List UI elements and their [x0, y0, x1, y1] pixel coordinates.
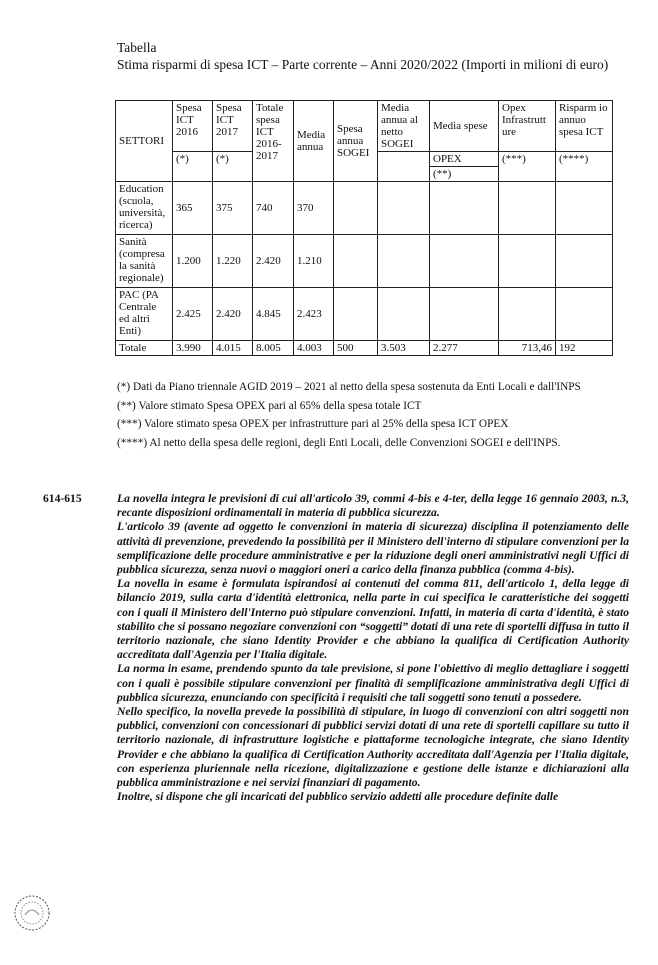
mark-netto-empty	[378, 152, 430, 182]
mark-opex: OPEX	[430, 152, 498, 167]
cell-netto	[378, 182, 430, 235]
mark-risparmio: (****)	[556, 152, 613, 182]
mark-opex-infra: (***)	[499, 152, 556, 182]
table-row-total	[116, 341, 613, 356]
cell-risparmio	[556, 235, 613, 288]
cell-netto: 3.503	[378, 341, 430, 356]
cell-media-spese	[430, 235, 499, 288]
paragraph: La novella in esame è formulata ispirandosi ai contenuti del comma 811, dell'articolo 1, della legge di bilancio 2019, sulla carta d'identità elettronica, nella parte in cui specifica le caratteristiche dei soggetti con i quali il Ministero dell'Interno può stipulare convenzioni. Infatti, in materia di carta d'identità, è stato stabilito che si possano negoziare convenzioni con “soggetti” dotati di una rete di sportelli diffusa in tutto il territorio nazionale, che siano Identity Provider e che abbiano la qualifica di Certification Authority accreditata dall'Agenzia per l'Italia digitale.	[117, 577, 629, 662]
paragraph: La norma in esame, prendendo spunto da tale previsione, si pone l'obiettivo di meglio dettagliare i soggetti con i quali è possibile stipulare convenzioni per finalità di semplificazione amministrativa degli Uffici di pubblica sicurezza, enunciando con specificità i requisiti che tali soggetti sono tenuti a possedere.	[117, 662, 629, 704]
cell-netto	[378, 235, 430, 288]
table-title: Tabella	[117, 40, 157, 55]
cell-risparmio	[556, 182, 613, 235]
cell-totale: 4.845	[253, 288, 294, 341]
note-1: (*) Dati da Piano triennale AGID 2019 – 2021 al netto della spesa sostenuta da Enti Locali e dall'INPS	[117, 381, 581, 393]
mark-opex-cell	[430, 152, 499, 182]
paragraph: L'articolo 39 (avente ad oggetto le convenzioni in materia di sicurezza) disciplina il potenziamento delle attività di prevenzione, prevedendo la possibilità per il Ministero dell'interno di stipulare convenzioni per la semplificazione delle procedure amministrative e per la riduzione degli oneri amministrativi negli Uffici di pubblica sicurezza, senza nuovi o maggiori oneri a carico della finanza pubblica (comma 4-bis).	[117, 520, 629, 577]
cell-2017: 375	[213, 182, 253, 235]
cell-2016: 3.990	[173, 341, 213, 356]
stamp-seal-icon	[12, 893, 52, 933]
mark-2016: (*)	[173, 152, 213, 182]
table-row	[116, 288, 613, 341]
cell-media-spese	[430, 288, 499, 341]
note-2: (**) Valore stimato Spesa OPEX pari al 65% della spesa totale ICT	[117, 399, 422, 412]
header-spesa-2016: Spesa ICT 2016	[173, 101, 213, 152]
section-body	[117, 492, 629, 804]
cell-2016: 2.425	[173, 288, 213, 341]
table-row	[116, 235, 613, 288]
table-row	[116, 182, 613, 235]
cell-totale: 8.005	[253, 341, 294, 356]
note-4: (****) Al netto della spesa delle regioni, degli Enti Locali, delle Convenzioni SOGEI e dell'INPS.	[117, 436, 561, 449]
paragraph: La novella integra le previsioni di cui all'articolo 39, commi 4-bis e 4-ter, della legge 16 gennaio 2003, n.3, recante disposizioni ordinamentali in materia di pubblica sicurezza.	[117, 492, 629, 520]
header-risparmio: Risparm io annuo spesa ICT	[556, 101, 613, 152]
cell-2017: 2.420	[213, 288, 253, 341]
mark-opex-note: (**)	[433, 168, 452, 180]
cell-totale: 2.420	[253, 235, 294, 288]
cell-sogei	[334, 182, 378, 235]
cell-2016: 1.200	[173, 235, 213, 288]
header-spesa-2017: Spesa ICT 2017	[213, 101, 253, 152]
paragraph: Nello specifico, la novella prevede la possibilità di stipulare, in luogo di convenzioni con altri soggetti non pubblici, convenzioni con concessionari di pubblici servizi dotati di una rete di sportelli capillare su tutto il territorio nazionale, di infrastrutture logistiche e piattaforme tecnologiche integrate, che siano Identity Provider e che abbiano la qualifica di Certification Authority accreditata dall'Agenzia per l'Italia digitale, con esperienza pluriennale nella ricezione, digitalizzazione e gestione delle istanze e dichiarazioni alla pubblica amministrazione e nei servizi finanziari di pagamento.	[117, 705, 629, 790]
paragraph: Inoltre, si dispone che gli incaricati del pubblico servizio addetti alle procedure definite dalle	[117, 790, 559, 804]
cell-netto	[378, 288, 430, 341]
cell-media: 4.003	[294, 341, 334, 356]
cell-opex: 713,46	[499, 341, 556, 356]
section-reference: 614-615	[43, 492, 82, 505]
header-opex-infrastrutture: Opex Infrastrutt ure	[499, 101, 556, 152]
table-header-row	[116, 101, 613, 152]
cell-2017: 4.015	[213, 341, 253, 356]
cell-media-spese	[430, 182, 499, 235]
cell-opex	[499, 182, 556, 235]
header-media-annua: Media annua	[294, 101, 334, 182]
header-media-spese: Media spese	[430, 101, 499, 152]
cell-risparmio: 192	[556, 341, 613, 356]
cell-2017: 1.220	[213, 235, 253, 288]
cell-media: 1.210	[294, 235, 334, 288]
cell-opex	[499, 235, 556, 288]
header-media-netto: Media annua al netto SOGEI	[378, 101, 430, 152]
cell-sogei: 500	[334, 341, 378, 356]
savings-table	[115, 100, 613, 356]
cell-2016: 365	[173, 182, 213, 235]
note-3: (***) Valore stimato spesa OPEX per infrastrutture pari al 25% della spesa ICT OPEX	[117, 418, 509, 430]
table-caption: Stima risparmi di spesa ICT – Parte corrente – Anni 2020/2022 (Importi in milioni di euro)	[117, 57, 609, 72]
row-label: Education (scuola, università, ricerca)	[116, 182, 173, 235]
cell-totale: 740	[253, 182, 294, 235]
table-notes	[117, 380, 617, 454]
cell-media-spese: 2.277	[430, 341, 499, 356]
cell-sogei	[334, 235, 378, 288]
cell-media: 370	[294, 182, 334, 235]
cell-opex	[499, 288, 556, 341]
cell-risparmio	[556, 288, 613, 341]
cell-sogei	[334, 288, 378, 341]
mark-2017: (*)	[213, 152, 253, 182]
header-sogei: Spesa annua SOGEI	[334, 101, 378, 182]
row-label: PAC (PA Centrale ed altri Enti)	[116, 288, 173, 341]
cell-media: 2.423	[294, 288, 334, 341]
row-label: Sanità (compresa la sanità regionale)	[116, 235, 173, 288]
row-label: Totale	[116, 341, 173, 356]
header-settori: SETTORI	[116, 101, 173, 182]
header-totale: Totale spesa ICT 2016-2017	[253, 101, 294, 182]
